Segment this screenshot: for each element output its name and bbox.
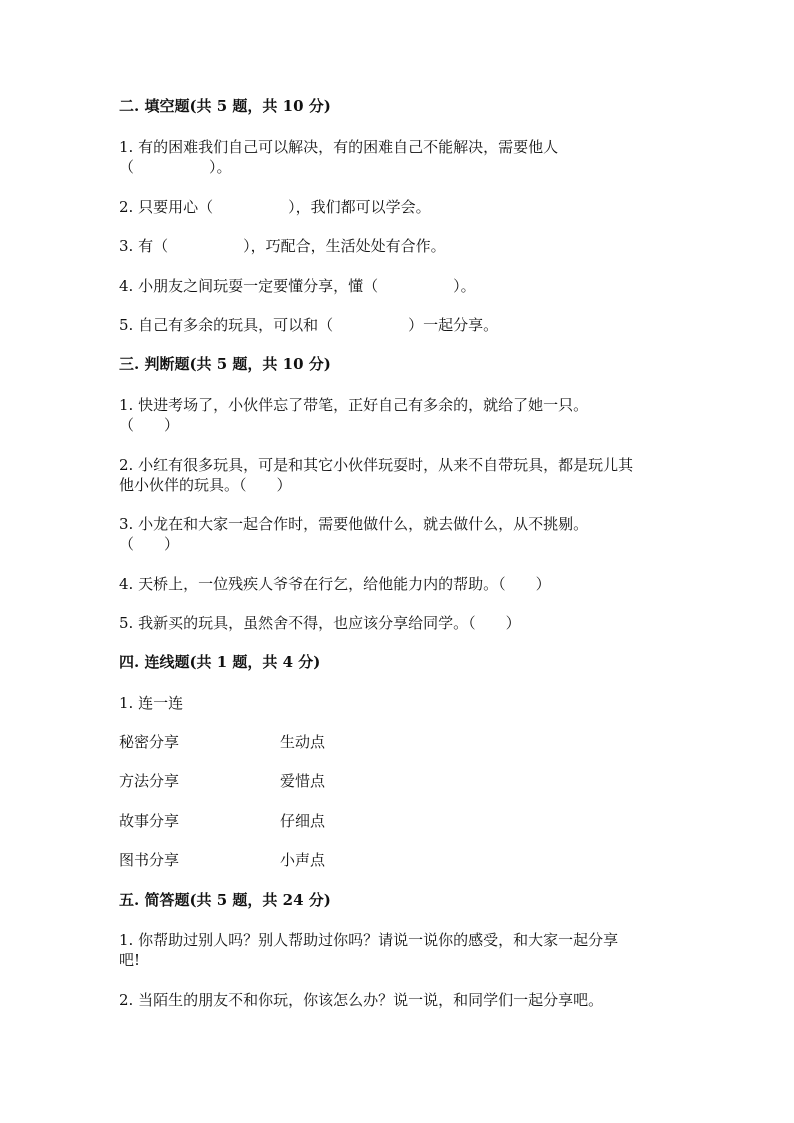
fill-question-3: 3. 有（ ），巧配合，生活处处有合作。	[119, 237, 446, 255]
judge-question-2-line2: 他小伙伴的玩具。（ ）	[119, 476, 292, 494]
judge-question-1-line1: 1. 快进考场了，小伙伴忘了带笔，正好自己有多余的，就给了她一只。	[119, 396, 589, 414]
match-left-item: 方法分享	[119, 772, 180, 790]
match-left-item: 图书分享	[119, 851, 180, 869]
match-right-item: 生动点	[280, 733, 326, 751]
match-right-item: 仔细点	[280, 812, 326, 830]
section-fill-heading: 二. 填空题(共 5 题，共 10 分)	[119, 97, 331, 115]
judge-question-4: 4. 天桥上，一位残疾人爷爷在行乞，给他能力内的帮助。（ ）	[119, 575, 551, 593]
section-judge-heading: 三. 判断题(共 5 题，共 10 分)	[119, 355, 331, 373]
judge-question-5: 5. 我新买的玩具，虽然舍不得，也应该分享给同学。（ ）	[119, 614, 521, 632]
short-question-1-line2: 吧!	[119, 951, 141, 969]
section-short-heading: 五. 简答题(共 5 题，共 24 分)	[119, 891, 331, 909]
fill-question-5: 5. 自己有多余的玩具，可以和（ ）一起分享。	[119, 316, 499, 334]
match-left-item: 故事分享	[119, 812, 180, 830]
judge-question-3-line1: 3. 小龙在和大家一起合作时，需要他做什么，就去做什么，从不挑剔。	[119, 515, 589, 533]
section-match-heading: 四. 连线题(共 1 题，共 4 分)	[119, 653, 321, 671]
fill-question-1-line2: （ ）。	[119, 158, 232, 176]
fill-question-1-line1: 1. 有的困难我们自己可以解决，有的困难自己不能解决，需要他人	[119, 138, 559, 156]
short-question-1-line1: 1. 你帮助过别人吗？别人帮助过你吗？请说一说你的感受，和大家一起分享	[119, 931, 619, 949]
short-question-2: 2. 当陌生的朋友不和你玩，你该怎么办？说一说，和同学们一起分享吧。	[119, 991, 604, 1009]
fill-question-2: 2. 只要用心（ ），我们都可以学会。	[119, 198, 431, 216]
match-question-1: 1. 连一连	[119, 694, 184, 712]
judge-question-2-line1: 2. 小红有很多玩具，可是和其它小伙伴玩耍时，从来不自带玩具，都是玩儿其	[119, 456, 634, 474]
match-right-item: 爱惜点	[280, 772, 326, 790]
fill-question-4: 4. 小朋友之间玩耍一定要懂分享，懂（ ）。	[119, 277, 476, 295]
match-right-item: 小声点	[280, 851, 326, 869]
judge-question-1-line2: （ ）	[119, 416, 180, 434]
match-left-item: 秘密分享	[119, 733, 180, 751]
judge-question-3-line2: （ ）	[119, 535, 180, 553]
